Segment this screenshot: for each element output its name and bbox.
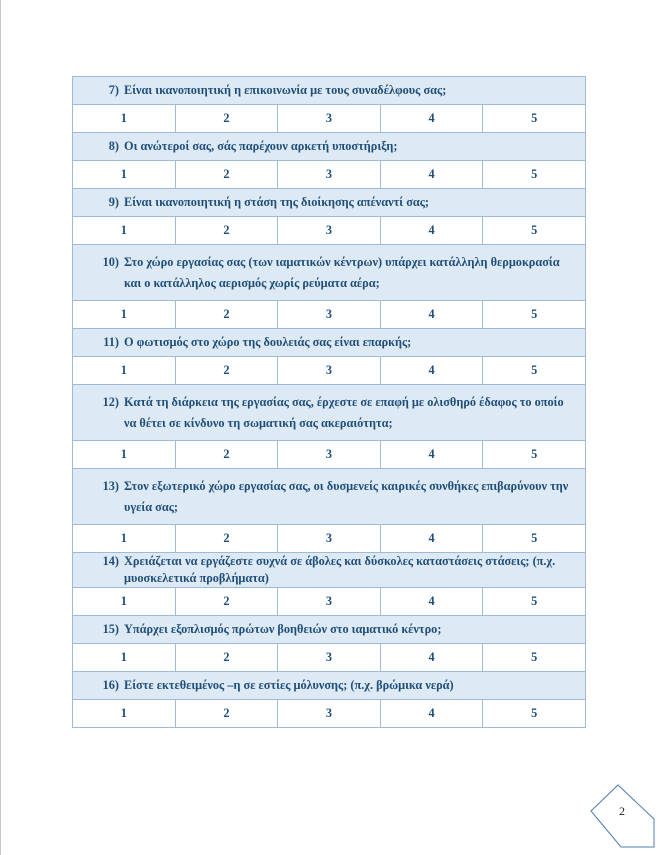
scale-option-2[interactable]: 2 — [175, 105, 278, 133]
question-cell — [73, 385, 586, 441]
scale-option-4[interactable]: 4 — [380, 441, 483, 469]
question-cell — [73, 77, 586, 105]
question-cell — [73, 672, 586, 700]
scale-option-2[interactable]: 2 — [175, 588, 278, 616]
answer-scale-row — [73, 700, 586, 728]
scale-option-1[interactable]: 1 — [73, 525, 176, 553]
question-row — [73, 469, 586, 525]
question-text: Υπάρχει εξοπλισμός πρώτων βοηθειών στο ιαματικό κέντρο; — [124, 622, 442, 636]
answer-scale-row — [73, 525, 586, 553]
scale-option-2[interactable]: 2 — [175, 357, 278, 385]
scale-option-1[interactable]: 1 — [73, 588, 176, 616]
question-row — [73, 672, 586, 700]
scale-option-5[interactable]: 5 — [483, 357, 586, 385]
question-cell — [73, 469, 586, 525]
scale-option-5[interactable]: 5 — [483, 700, 586, 728]
scale-option-4[interactable]: 4 — [380, 217, 483, 245]
question-text: Στο χώρο εργασίας σας (των ιαματικών κέντρων) υπάρχει κατάλληλη θερμοκρασία και ο κατάλληλος αερισμός χωρίς ρεύματα αέρα; — [124, 254, 560, 290]
scale-option-1[interactable]: 1 — [73, 217, 176, 245]
answer-scale-row — [73, 644, 586, 672]
question-cell — [73, 616, 586, 644]
answer-scale-row — [73, 301, 586, 329]
question-row — [73, 133, 586, 161]
scale-option-5[interactable]: 5 — [483, 441, 586, 469]
scale-option-4[interactable]: 4 — [380, 301, 483, 329]
scale-option-4[interactable]: 4 — [380, 357, 483, 385]
scale-option-3[interactable]: 3 — [278, 644, 381, 672]
question-number: 15) — [102, 622, 119, 636]
question-cell — [73, 245, 586, 301]
scale-option-3[interactable]: 3 — [278, 700, 381, 728]
scale-option-4[interactable]: 4 — [380, 700, 483, 728]
scale-option-4[interactable]: 4 — [380, 644, 483, 672]
scale-option-1[interactable]: 1 — [73, 700, 176, 728]
scale-option-4[interactable]: 4 — [380, 525, 483, 553]
scale-option-1[interactable]: 1 — [73, 105, 176, 133]
question-row — [73, 553, 586, 588]
question-text: Είναι ικανοποιητική η επικοινωνία με τους συναδέλφους σας; — [124, 83, 447, 97]
scale-option-5[interactable]: 5 — [483, 161, 586, 189]
question-cell — [73, 329, 586, 357]
question-row — [73, 385, 586, 441]
answer-scale-row — [73, 217, 586, 245]
question-cell — [73, 133, 586, 161]
question-number: 12) — [102, 394, 119, 409]
scale-option-5[interactable]: 5 — [483, 588, 586, 616]
scale-option-3[interactable]: 3 — [278, 357, 381, 385]
question-text: Είστε εκτεθειμένος –η σε εστίες μόλυνσης; (π.χ. βρώμικα νερά) — [124, 678, 454, 692]
scale-option-1[interactable]: 1 — [73, 357, 176, 385]
scale-option-2[interactable]: 2 — [175, 217, 278, 245]
scale-option-2[interactable]: 2 — [175, 644, 278, 672]
scale-option-3[interactable]: 3 — [278, 525, 381, 553]
scale-option-3[interactable]: 3 — [278, 301, 381, 329]
question-row — [73, 189, 586, 217]
scale-option-5[interactable]: 5 — [483, 301, 586, 329]
scale-option-3[interactable]: 3 — [278, 441, 381, 469]
question-cell — [73, 189, 586, 217]
scale-option-5[interactable]: 5 — [483, 105, 586, 133]
question-text: Ο φωτισμός στο χώρο της δουλειάς σας είναι επαρκής; — [124, 335, 412, 349]
question-row — [73, 616, 586, 644]
scale-option-2[interactable]: 2 — [175, 700, 278, 728]
scale-option-4[interactable]: 4 — [380, 161, 483, 189]
question-number: 16) — [102, 678, 119, 692]
scale-option-1[interactable]: 1 — [73, 161, 176, 189]
scale-option-3[interactable]: 3 — [278, 217, 381, 245]
scale-option-3[interactable]: 3 — [278, 161, 381, 189]
question-row — [73, 329, 586, 357]
answer-scale-row — [73, 588, 586, 616]
scale-option-5[interactable]: 5 — [483, 525, 586, 553]
question-text: Οι ανώτεροί σας, σάς παρέχουν αρκετή υποστήριξη; — [124, 139, 398, 153]
question-row — [73, 77, 586, 105]
page-number: 2 — [619, 804, 625, 818]
answer-scale-row — [73, 161, 586, 189]
answer-scale-row — [73, 357, 586, 385]
question-text: Χρειάζεται να εργάζεστε συχνά σε άβολες και δύσκολες καταστάσεις στάσεις; (π.χ. μυοσκελετικά προβλήματα) — [124, 554, 556, 585]
question-text: Στον εξωτερικό χώρο εργασίας σας, οι δυσμενείς καιρικές συνθήκες επιβαρύνουν την υγεία σας; — [124, 478, 569, 514]
question-number: 14) — [102, 554, 119, 568]
scale-option-2[interactable]: 2 — [175, 161, 278, 189]
survey-table — [72, 76, 586, 728]
question-cell — [73, 553, 586, 588]
page-edge — [0, 0, 1, 855]
scale-option-1[interactable]: 1 — [73, 301, 176, 329]
question-number: 8) — [108, 139, 119, 153]
question-number: 10) — [102, 254, 119, 269]
scale-option-4[interactable]: 4 — [380, 588, 483, 616]
scale-option-2[interactable]: 2 — [175, 441, 278, 469]
scale-option-1[interactable]: 1 — [73, 441, 176, 469]
scale-option-3[interactable]: 3 — [278, 588, 381, 616]
answer-scale-row — [73, 105, 586, 133]
scale-option-2[interactable]: 2 — [175, 525, 278, 553]
scale-option-4[interactable]: 4 — [380, 105, 483, 133]
question-number: 13) — [102, 478, 119, 493]
answer-scale-row — [73, 441, 586, 469]
question-text: Κατά τη διάρκεια της εργασίας σας, έρχεστε σε επαφή με ολισθηρό έδαφος το οποίο να θέτει σε κίνδυνο τη σωματική σας ακεραιότητα; — [124, 394, 564, 430]
question-number: 7) — [108, 83, 119, 97]
scale-option-3[interactable]: 3 — [278, 105, 381, 133]
scale-option-1[interactable]: 1 — [73, 644, 176, 672]
question-row — [73, 245, 586, 301]
scale-option-5[interactable]: 5 — [483, 644, 586, 672]
question-number: 9) — [108, 195, 119, 209]
scale-option-5[interactable]: 5 — [483, 217, 586, 245]
scale-option-2[interactable]: 2 — [175, 301, 278, 329]
question-number: 11) — [103, 335, 119, 349]
question-text: Είναι ικανοποιητική η στάση της διοίκησης απέναντί σας; — [124, 195, 430, 209]
